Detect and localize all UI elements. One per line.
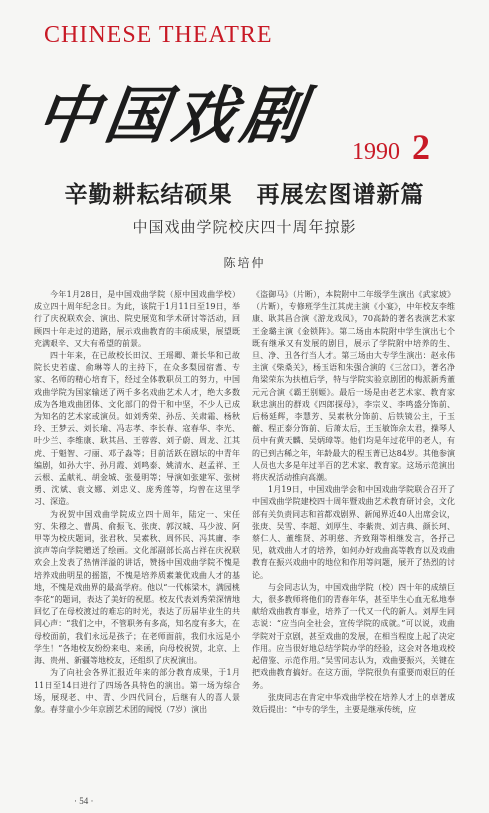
text-column-left [34,289,240,779]
issue-label [352,126,430,168]
issue-year: 1990 [352,139,400,165]
paragraph: 与会同志认为，中国戏曲学院（校）四十年的成绩巨大，很多教师将他们的青春年华，甚至毕生心血无私地奉献给戏曲教育事业，培养了一代又一代的新人。刘厚生同志说：“应当向全社会，宣传学院的成就。”可以说，戏曲学院对于京剧，甚至戏曲的发展，在相当程度上起了决定作用。应当很好地总结学院办学的经验，这会对各地戏校起借鉴、示范作用。”吴雪同志认为，戏曲要振兴，关键在把戏曲教育搞好。在这方面，学院很负有重要而艰巨的任务。 [252,582,455,690]
paragraph: 今年1月28日，是中国戏曲学院（原中国戏曲学校）成立四十周年纪念日。为此，该院于1月11日至19日，举行了庆祝联欢会、演出、院史展览和学术研讨等活动，回顾四十年走过的道路，展示戏曲教育的丰硕成果，展望既充满艰辛、又大有希望的前景。 [34,290,240,348]
text-column-right [252,289,455,805]
paragraph: 为祝贺中国戏曲学院成立四十周年，陆定一、宋任穷、朱穆之、曹禺、俞振飞、张庚、郭汉城、马少波、阿甲等为校庆题词，张君秋、吴素秋、周怀民、冯其庸、李滨声等向学院赠送了绘画。文化部副部长高占祥在庆祝联欢会上发表了热情洋溢的讲话，赞扬中国戏曲学院不愧是培养戏曲明星的摇篮，不愧是培养质素兼优戏曲人才的基地，不愧是戏曲界的最高学府。他以“一代栋梁木，满园桃李花”的题词，表达了美好的祝愿。校友代表刘秀荣深情地回忆了在母校渡过的难忘的时光，表达了历届毕业生的共同心声：“我们之中，不管职务有多高，知名度有多大，在母校面前，我们永远是孩子；在老师面前，我们永远是小学生！”各地校友纷纷来电、来函，向母校祝贺，北京、上海、贵州、新疆等地校友，还组织了庆祝演出。 [34,509,240,666]
paragraph: 张庚同志在肯定中华戏曲学校在培养人才上的卓著成效后提出：“中专的学生，主要是继承传统，应 [252,692,455,714]
masthead-english: CHINESE THEATRE [44,22,273,48]
masthead-chinese-logo: 中国戏剧 [32,79,315,152]
paragraph: 四十年来，在已故校长田汉、王瑶卿、萧长华和已故院长史若虚、俞琳等人的主持下，在众多梨园宿耆、专家、名师的精心培育下，经过全体教职员工的努力，中国戏曲学院为国家输送了两千多名戏曲艺术人才，绝大多数成为各地戏曲团体、文化部门的骨干和中坚，不少人已成为知名的艺术家或演员。如刘秀荣、孙岳、关肃霜、杨秋玲、王梦云、刘长瑜、冯志孝、李长春、寇春华、李光、叶少兰、李维康、耿其昌、王蓉蓉、刘子蔚、周龙、江其虎、于魁智、刁丽、邓子淼等；目前活跃在剧坛的中青年编剧，如孙大宇、孙月霞、刘鸣泰、姚清水、赵孟祥、王云根、孟献礼、胡金城、张曼明等；导演如张建军、张树勇、沈斌、袁文娜、刘忠义、庞秀莲等，均曾在这里学习、深造。 [34,351,240,507]
paragraph: 1月19日，中国戏曲学会和中国戏曲学院联合召开了中国戏曲学院建校四十周年暨戏曲艺术教育研讨会，文化部有关负责同志和首都戏剧界、新闻界近40人出席会议，张庚、吴雪、李超、刘厚生、李紫贵、刘吉典、颜长珂、蔡仁人、董维贤、苏明慈、齐致翔等相继发言，各抒己见，就戏曲人才的培养，如何办好戏曲高等教育以及戏曲教育在振兴戏曲中的地位和作用等问题，展开了热烈的讨论。 [252,485,455,580]
article-subtitle: 中国戏曲学院校庆四十周年掠影 [132,218,357,236]
paragraph: 为了向社会各界汇报近年来的部分教育成果，于1月11日至14日进行了四场各具特色的演出。第一场为综合场，展现老、中、青、少四代同台，后继有人的喜人景象。春芽童小少年京剧艺术团的闻悦（7岁）演出 [34,668,240,714]
article-title: 辛勤耕耘结硕果 再展宏图谱新篇 [64,181,425,208]
article-author: 陈培仲 [223,256,266,270]
page-number: · 54 · [74,796,94,806]
paragraph: 《盗御马》（片断），本院附中二年级学生演出《武家坡》（片断），专修班学生江其虎主演《小宴》，中年校友李维康、耿其昌合演《游龙戏凤》，70高龄的著名表演艺术家王金璐主演《金锁阵》。第二场由本院附中学生演出七个既有继承又有发展的剧目，展示了学院附中培养的生、旦、净、丑各行当人才。第三场由大专学生演出：赵永伟主演《柴桑关》，杨玉语和朱强合演的《三岔口》，著名净角梁荣东为扶植后学，特与学院实验京剧团的梅派新秀董元元合演《霸王别姬》。最后一场是由老艺术家、教育家耿忠演出的群戏《四郎探母》，李宗义、李鸣盛分饰前、后杨延辉，李慧芳、吴素秋分饰前、后铁镜公主，于玉蘅、程正泰分饰前、后萧太后，王玉敏饰佘太君，操琴人员中有黄天麟、吴炳璋等。他们均是年过花甲的老人，有的已到古稀之年，年龄最大的程玉菁已达84岁。其他参演人员也大多是年过半百的艺术家、教育家。这场示范演出将庆祝活动推向高潮。 [252,290,455,483]
issue-number: 2 [412,127,430,167]
